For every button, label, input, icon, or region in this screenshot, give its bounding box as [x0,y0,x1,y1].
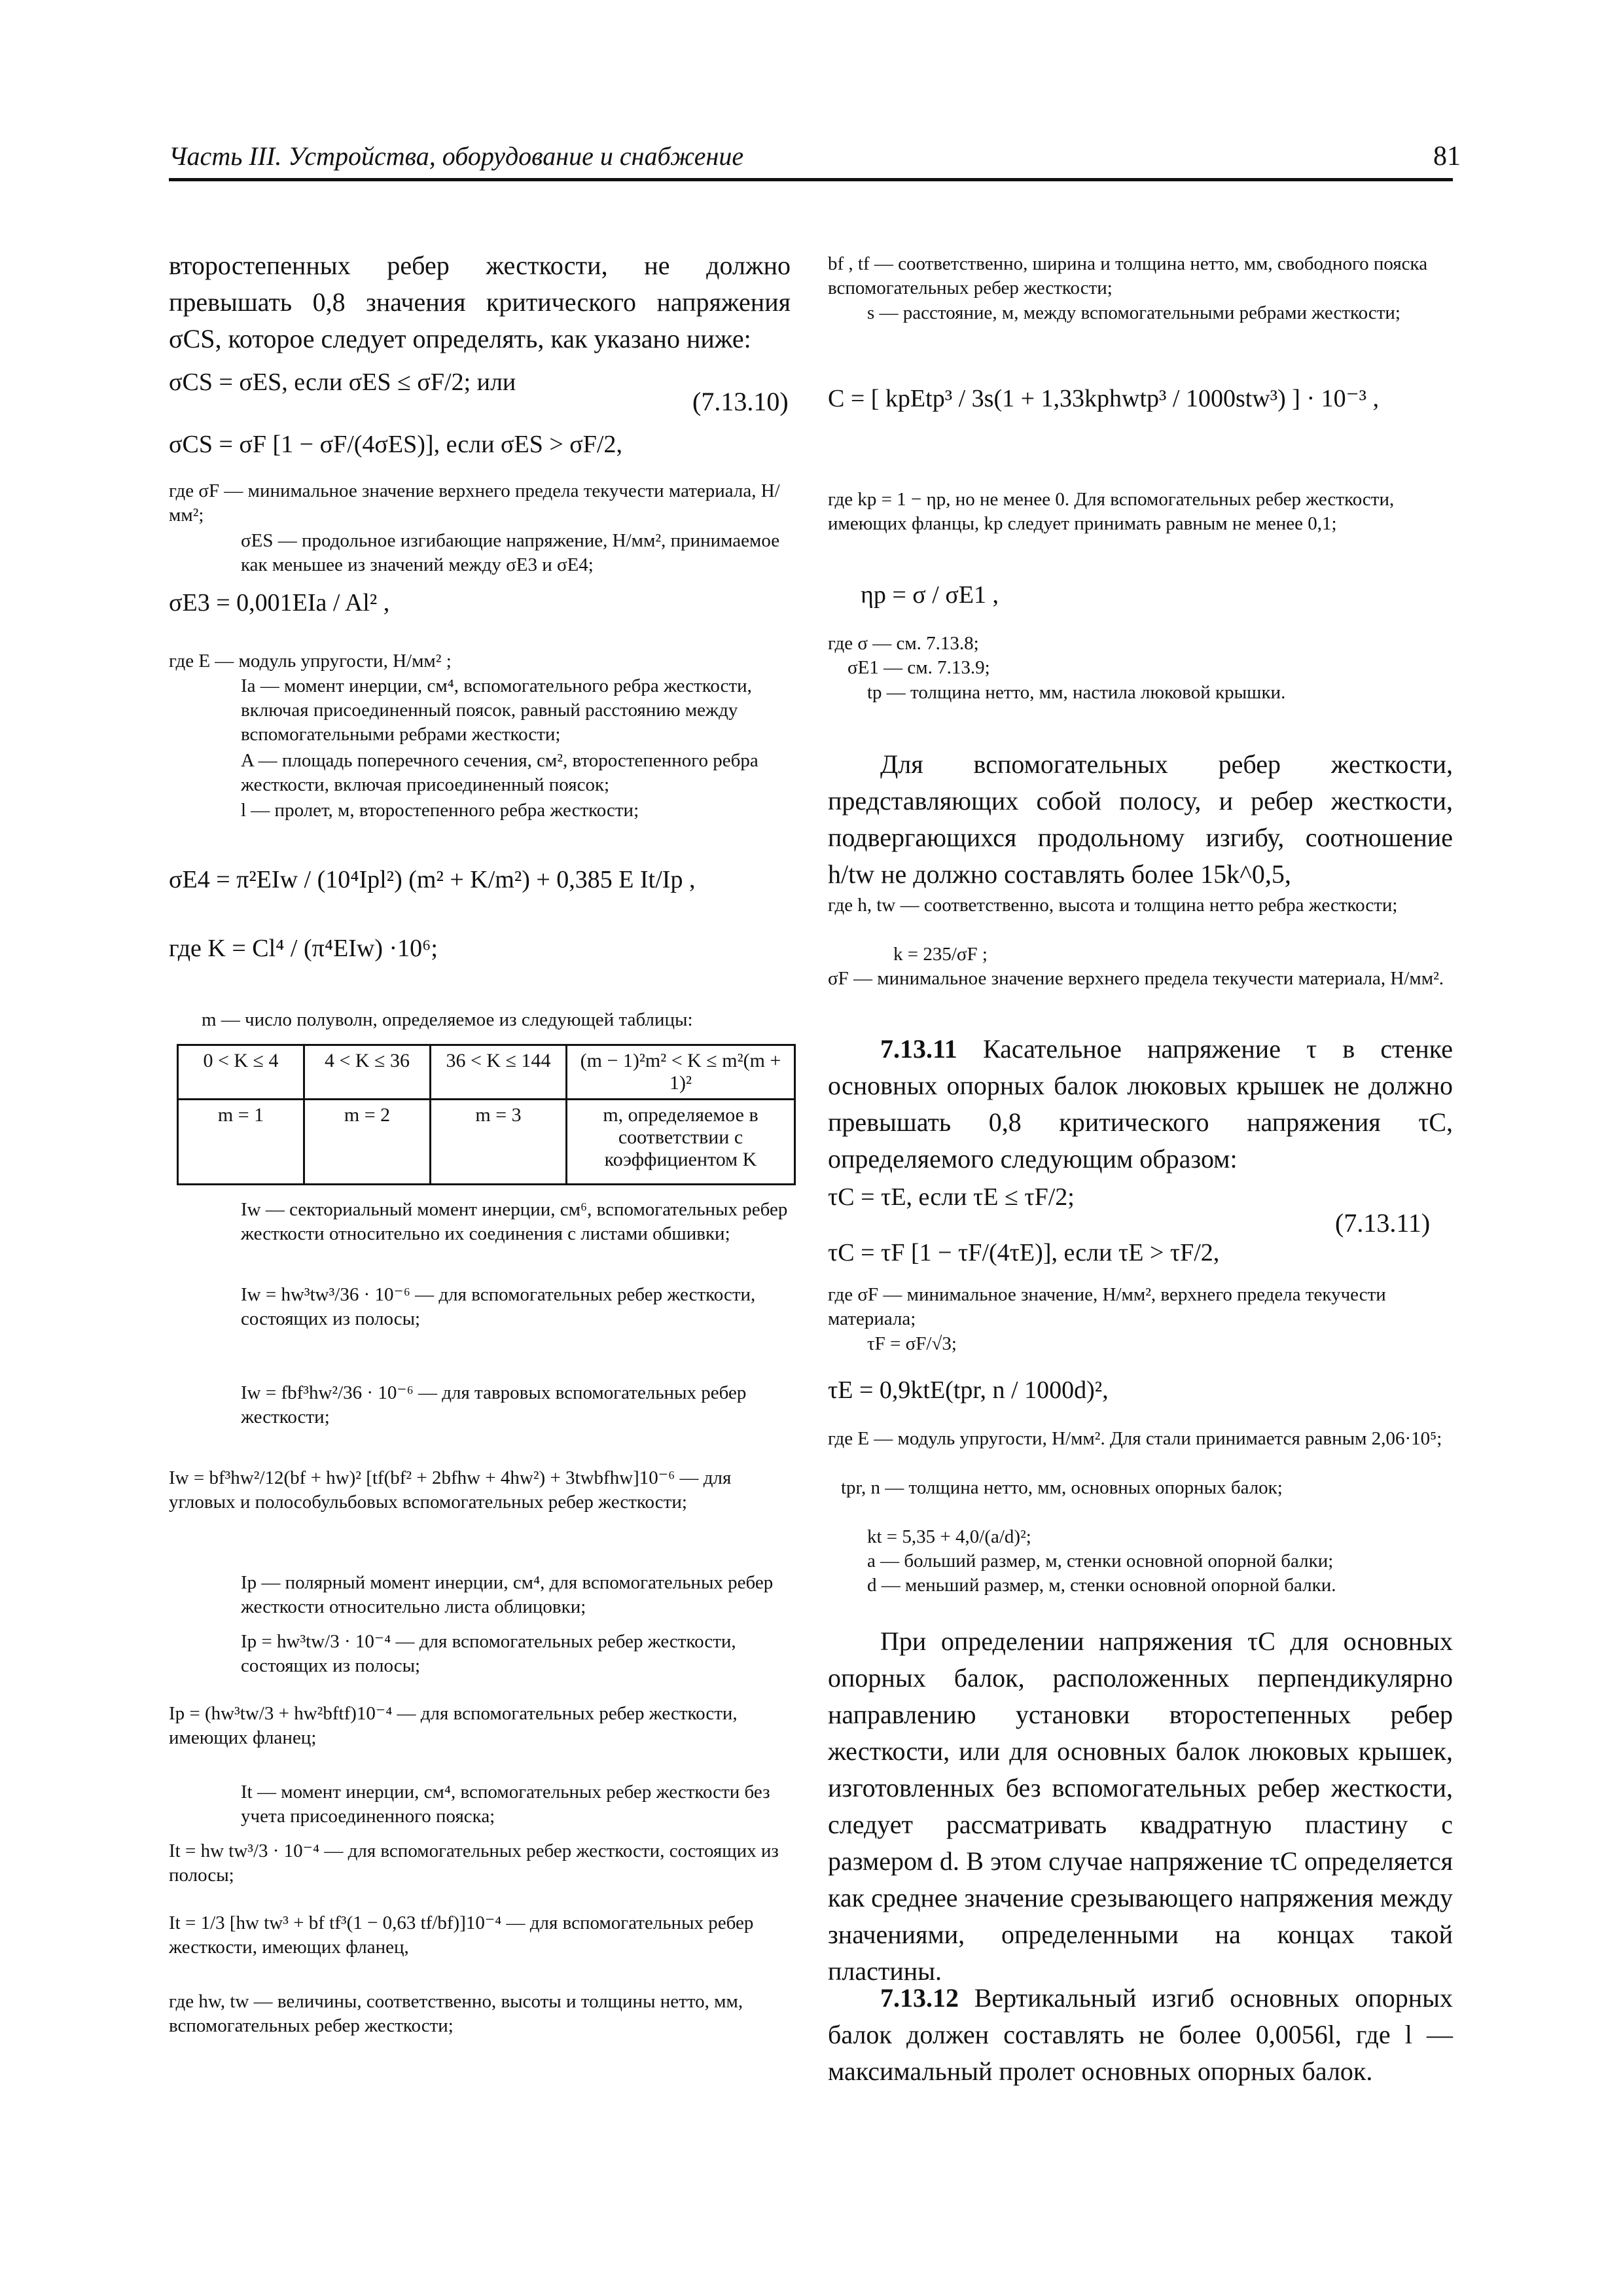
formula-tau-f: τF = σF/√3; [867,1333,957,1354]
formula-k: где K = Cl⁴ / (π⁴EIw) ·10⁶; [169,935,438,962]
definition-s: s — расстояние, м, между вспомогательными ребрами жесткости; [867,302,1400,323]
formula-c: C = [ kpEtp³ / 3s(1 + 1,33kphwtp³ / 1000stw³) ] · 10⁻³ , [828,385,1380,412]
table-cell: m = 3 [431,1100,567,1185]
definition-tpr: tpr, n — толщина нетто, мм, основных опорных балок; [841,1477,1283,1498]
page-number: 81 [1433,141,1461,171]
definition-e-right: где E — модуль упругости, Н/мм². Для стали принимается равным 2,06·10⁵; [828,1428,1442,1449]
paragraph-tau-c: При определении напряжения τC для основных опорных балок, расположенных перпендикулярно направлению установки второстепенных ребер жесткости, или для основных балок люковых крышек, изготовленных без вспомогательных ребер жесткости, следует рассматривать квадратную пластину с размером d. В этом случае напряжение τC определяется как среднее значение срезывающего напряжения между значениями, определенными на концах такой пластины. [828,1626,1453,1986]
equation-7-13-11-line2: τC = τF [1 − τF/(4τE)], если τE > τF/2, [828,1239,1220,1266]
reference-sigma: где σ — см. 7.13.8; [828,633,979,654]
formula-k-yield: k = 235/σF ; [893,944,988,965]
header-divider [169,178,1453,181]
definition-sigma-f: где σF — минимальное значение верхнего предела текучести материала, Н/мм²; [169,480,780,526]
paragraph-7-13-12-text: Вертикальный изгиб основных опорных балок должен составлять не более 0,0056l, где l — максимальный пролет основных опорных балок. [828,1983,1453,2086]
table-header-row [178,1045,795,1100]
table-cell: m = 2 [304,1100,431,1185]
definition-h-tw: где h, tw — соответственно, высота и толщина нетто ребра жесткости; [828,895,1398,916]
definition-l: l — пролет, м, второстепенного ребра жесткости; [241,800,639,821]
equation-7-13-11-line1: τC = τE, если τE ≤ τF/2; [828,1183,1075,1211]
equation-number-7-13-10: (7.13.10) [692,387,789,416]
section-number-7-13-12: 7.13.12 [880,1983,959,2013]
definition-sigma-f-right: σF — минимальное значение верхнего предела текучести материала, Н/мм². [828,968,1444,989]
definition-a-dim: a — больший размер, м, стенки основной опорной балки; [867,1551,1334,1571]
definition-iw: Iw — секториальный момент инерции, см⁶, вспомогательных ребер жесткости относительно их соединения с листами обшивки; [241,1199,788,1244]
page-header-title: Часть III. Устройства, оборудование и снабжение [169,141,744,171]
paragraph-7-13-12 [828,1980,1453,2090]
formula-kt: kt = 5,35 + 4,0/(a/d)²; [867,1526,1031,1547]
definition-kp: где kp = 1 − ηp, но не менее 0. Для вспомогательных ребер жесткости, имеющих фланцы, kp следует принимать равным не менее 0,1; [828,489,1395,534]
half-wave-table [177,1044,796,1185]
definition-tp: tp — толщина нетто, мм, настила люковой крышки. [867,682,1286,703]
reference-sigma-e1: σE1 — см. 7.13.9; [847,657,990,678]
formula-iw-tee: Iw = fbf³hw²/36 · 10⁻⁶ — для тавровых вспомогательных ребер жесткости; [241,1382,747,1427]
formula-iw-strip: Iw = hw³tw³/36 · 10⁻⁶ — для вспомогательных ребер жесткости, состоящих из полосы; [241,1284,756,1329]
table-cell: m, определяемое в соответствии с коэффициентом K [567,1100,795,1185]
definition-bf-tf: bf , tf — соответственно, ширина и толщина нетто, мм, свободного пояска вспомогательных ребер жесткости; [828,253,1428,298]
equation-7-13-10-line1: σCS = σES, если σES ≤ σF/2; или [169,368,516,396]
definition-e: где E — модуль упругости, Н/мм² ; [169,651,452,672]
equation-7-13-10-line2: σCS = σF [1 − σF/(4σES)], если σES > σF/2, [169,431,622,458]
formula-tau-e: τE = 0,9ktE(tpr, n / 1000d)², [828,1376,1109,1404]
intro-paragraph: второстепенных ребер жесткости, не должно превышать 0,8 значения критического напряжения σCS, которое следует определять, как указано ниже: [169,251,791,353]
formula-it-strip: It = hw tw³/3 · 10⁻⁴ — для вспомогательных ребер жесткости, состоящих из полосы; [169,1840,779,1886]
definition-sigma-es: σES — продольное изгибающие напряжение, Н/мм², принимаемое как меньшее из значений между σE3 и σE4; [241,530,780,575]
definition-ip: Ip — полярный момент инерции, см⁴, для вспомогательных ребер жесткости относительно листа облицовки; [241,1572,774,1617]
equation-number-7-13-11: (7.13.11) [1335,1208,1431,1238]
formula-sigma-e4: σE4 = π²EIw / (10⁴Ipl²) (m² + K/m²) + 0,385 E It/Ip , [169,866,696,893]
definition-it: It — момент инерции, см⁴, вспомогательных ребер жесткости без учета присоединенного пояска; [241,1782,770,1827]
table-cell: m = 1 [178,1100,304,1185]
formula-it-flange: It = 1/3 [hw tw³ + bf tf³(1 − 0,63 tf/bf)]10⁻⁴ — для вспомогательных ребер жесткости, имеющих фланец, [169,1912,754,1958]
table-header-cell: 4 < K ≤ 36 [304,1045,431,1100]
table-header-cell: 36 < K ≤ 144 [431,1045,567,1100]
paragraph-stiffener-ratio: Для вспомогательных ребер жесткости, представляющих собой полосу, и ребер жесткости, подвергающихся продольному изгибу, соотношение h/tw не должно составлять более 15k^0,5, [828,749,1453,889]
definition-d-dim: d — меньший размер, м, стенки основной опорной балки. [867,1575,1336,1596]
definition-a: A — площадь поперечного сечения, см², второстепенного ребра жесткости, включая присоединенный поясок; [241,750,758,795]
table-header-cell: 0 < K ≤ 4 [178,1045,304,1100]
formula-iw-angle: Iw = bf³hw²/12(bf + hw)² [tf(bf² + 2bfhw + 4hw²) + 3twbfhw]10⁻⁶ — для угловых и полособульбовых вспомогательных ребер жесткости; [169,1467,732,1513]
formula-ip-flange: Ip = (hw³tw/3 + hw²bftf)10⁻⁴ — для вспомогательных ребер жесткости, имеющих фланец; [169,1703,738,1748]
table-header-cell: (m − 1)²m² < K ≤ m²(m + 1)² [567,1045,795,1100]
definition-hw-tw: где hw, tw — величины, соответственно, высоты и толщины нетто, мм, вспомогательных ребер жесткости; [169,1991,743,2036]
paragraph-7-13-11-text: Касательное напряжение τ в стенке основных опорных балок люковых крышек не должно превышать 0,8 критического напряжения τC, определяемого следующим образом: [828,1034,1453,1174]
section-number-7-13-11: 7.13.11 [880,1034,957,1064]
definition-sigma-f-shear: где σF — минимальное значение, Н/мм², верхнего предела текучести материала; [828,1284,1386,1329]
definition-m: m — число полуволн, определяемое из следующей таблицы: [202,1009,693,1030]
formula-eta-p: ηp = σ / σE1 , [861,581,999,609]
definition-ia: Ia — момент инерции, см⁴, вспомогательного ребра жесткости, включая присоединенный поясок, равный расстоянию между вспомогательными ребрами жесткости; [241,675,752,745]
table-row [178,1100,795,1185]
formula-sigma-e3: σE3 = 0,001EIa / Al² , [169,589,390,617]
paragraph-7-13-11 [828,1031,1453,1177]
formula-ip-strip: Ip = hw³tw/3 · 10⁻⁴ — для вспомогательных ребер жесткости, состоящих из полосы; [241,1631,736,1676]
